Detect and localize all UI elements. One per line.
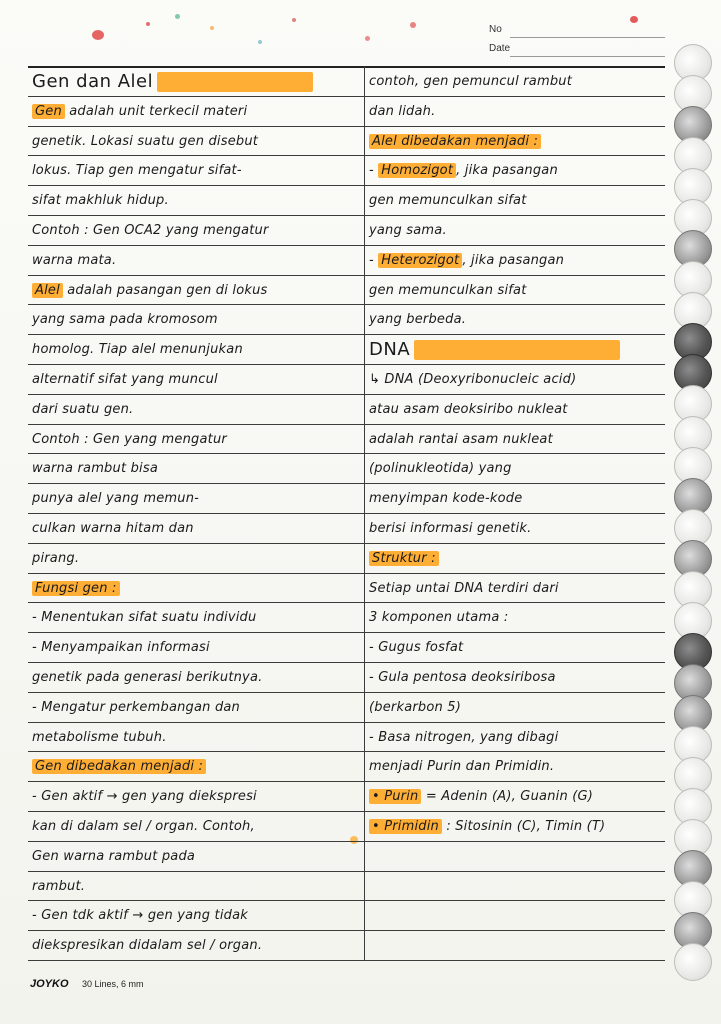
- ruled-line: [28, 573, 665, 574]
- note-text: culkan warna hitam dan: [32, 521, 194, 536]
- note-line: [32, 335, 243, 365]
- note-prefix: -: [369, 163, 379, 179]
- note-line: [369, 246, 564, 276]
- brand-logo: JOYKO: [30, 978, 69, 990]
- note-line: [32, 752, 206, 782]
- note-line: [32, 663, 262, 693]
- note-text: - Gugus fosfat: [369, 640, 464, 656]
- note-text: yang berbeda.: [369, 312, 467, 328]
- ink-speck: [258, 40, 262, 44]
- note-text: lokus. Tiap gen mengatur sifat-: [32, 163, 242, 179]
- note-text: = Adenin (A), Guanin (G): [421, 789, 594, 805]
- note-line: [32, 872, 85, 902]
- note-text: homolog. Tiap alel menunjukan: [32, 342, 243, 358]
- note-text: - Menentukan sifat suatu individu: [32, 610, 257, 626]
- note-line: [369, 97, 435, 127]
- note-line: [32, 276, 268, 306]
- note-line: [32, 216, 269, 246]
- note-line: [32, 425, 227, 455]
- highlighted-term: Alel dibedakan menjadi :: [369, 134, 541, 149]
- note-text: gen memunculkan sifat: [369, 193, 527, 209]
- note-line: [32, 127, 258, 157]
- note-text: Contoh : Gen yang mengatur: [32, 431, 227, 447]
- note-line: [32, 156, 242, 186]
- note-line: [32, 305, 218, 335]
- note-text: alternatif sifat yang muncul: [32, 372, 218, 387]
- note-line: [369, 544, 439, 574]
- note-line: [369, 663, 556, 693]
- note-text: - Mengatur perkembangan dan: [32, 699, 240, 715]
- ink-speck: [630, 16, 638, 23]
- note-line: [369, 454, 512, 484]
- note-line: [32, 693, 240, 723]
- highlighted-term: Fungsi gen :: [32, 581, 120, 596]
- ink-speck: [92, 30, 104, 40]
- note-text: - Basa nitrogen, yang dibagi: [369, 729, 559, 745]
- note-line: [369, 752, 554, 782]
- note-text: metabolisme tubuh.: [32, 729, 167, 745]
- note-text: dan lidah.: [369, 103, 436, 119]
- date-label: Date: [489, 43, 511, 54]
- highlighted-term: Struktur :: [369, 551, 439, 566]
- note-line: [369, 335, 620, 365]
- note-text: punya alel yang memun-: [32, 491, 200, 507]
- ink-speck: [292, 18, 296, 22]
- note-text: contoh, gen pemuncul rambut: [369, 74, 573, 89]
- note-text: , jika pasangan: [456, 163, 558, 179]
- date-line: [510, 56, 665, 57]
- note-line: [369, 782, 593, 812]
- note-line: [32, 97, 247, 127]
- note-line: [369, 276, 527, 306]
- note-line: [32, 484, 199, 514]
- highlighted-term: Gen dibedakan menjadi :: [32, 759, 206, 774]
- note-line: [32, 67, 313, 97]
- note-line: [369, 395, 568, 425]
- no-line: [510, 37, 665, 38]
- note-line: [32, 842, 195, 872]
- note-text: adalah pasangan gen di lokus: [62, 282, 268, 298]
- note-text: ↳ DNA (Deoxyribonucleic acid): [369, 372, 577, 387]
- note-line: [32, 812, 255, 842]
- note-text: kan di dalam sel / organ. Contoh,: [32, 819, 255, 834]
- note-line: [32, 782, 257, 812]
- note-text: yang sama.: [369, 223, 447, 238]
- note-text: genetik. Lokasi suatu gen disebut: [32, 133, 259, 149]
- note-line: [32, 574, 120, 604]
- ink-speck: [365, 36, 370, 41]
- note-text: - Gula pentosa deoksiribosa: [369, 670, 556, 685]
- note-line: [369, 633, 463, 663]
- note-text: (polinukleotida) yang: [369, 461, 512, 477]
- highlighted-term: • Primidin: [369, 819, 442, 834]
- note-line: [369, 216, 447, 246]
- note-line: [32, 931, 262, 961]
- highlighted-term: Alel: [32, 283, 63, 298]
- ink-speck: [410, 22, 416, 28]
- note-line: [32, 454, 158, 484]
- note-text: warna rambut bisa: [32, 461, 158, 477]
- note-line: [369, 156, 558, 186]
- note-text: sifat makhluk hidup.: [32, 193, 169, 209]
- ink-speck: [210, 26, 214, 30]
- title-highlight: [414, 340, 620, 360]
- note-text: berisi informasi genetik.: [369, 521, 532, 536]
- note-text: (berkarbon 5): [369, 699, 462, 715]
- note-line: [369, 574, 559, 604]
- note-text: genetik pada generasi berikutnya.: [32, 670, 263, 685]
- no-label: No: [489, 24, 502, 35]
- note-line: [32, 633, 210, 663]
- note-text: gen memunculkan sifat: [369, 282, 527, 298]
- ink-speck: [175, 14, 180, 19]
- note-line: [369, 723, 558, 753]
- note-text: Gen warna rambut pada: [32, 848, 196, 864]
- note-text: Setiap untai DNA terdiri dari: [369, 580, 559, 596]
- note-line: [32, 514, 194, 544]
- note-line: [369, 693, 461, 723]
- note-text: Contoh : Gen OCA2 yang mengatur: [32, 223, 269, 238]
- note-line: [32, 603, 256, 633]
- column-divider: [364, 66, 365, 960]
- highlighted-term: Homozigot: [378, 163, 456, 178]
- note-line: [369, 812, 605, 842]
- note-text: , jika pasangan: [462, 252, 565, 268]
- note-text: - Menyampaikan informasi: [32, 640, 210, 656]
- note-line: [369, 127, 541, 157]
- note-text: 3 komponen utama :: [369, 610, 509, 626]
- note-text: Gen dan Alel: [32, 71, 154, 92]
- note-text: adalah rantai asam nukleat: [369, 431, 553, 447]
- note-line: [32, 723, 167, 753]
- note-line: [32, 246, 116, 276]
- note-line: [369, 305, 466, 335]
- highlighted-term: Heterozigot: [378, 253, 462, 268]
- note-prefix: -: [369, 252, 379, 268]
- note-text: dari suatu gen.: [32, 401, 134, 417]
- note-line: [32, 544, 79, 574]
- highlighted-term: • Purin: [369, 789, 421, 804]
- note-text: diekspresikan didalam sel / organ.: [32, 938, 263, 954]
- note-text: DNA: [369, 339, 411, 361]
- note-line: [369, 484, 522, 514]
- note-text: menjadi Purin dan Primidin.: [369, 759, 555, 775]
- note-text: warna mata.: [32, 252, 117, 268]
- highlighted-term: Gen: [32, 104, 65, 119]
- note-text: - Gen aktif → gen yang diekspresi: [32, 789, 257, 805]
- note-line: [369, 514, 531, 544]
- ink-speck: [146, 22, 150, 26]
- binder-hole: [674, 943, 712, 981]
- note-line: [32, 365, 218, 395]
- note-text: rambut.: [32, 878, 86, 894]
- note-line: [369, 67, 572, 97]
- note-text: yang sama pada kromosom: [32, 312, 218, 328]
- note-line: [32, 901, 248, 931]
- note-line: [32, 395, 133, 425]
- note-line: [369, 365, 576, 395]
- note-text: adalah unit terkecil materi: [64, 103, 248, 119]
- note-text: pirang.: [32, 550, 80, 566]
- paper-spec: 30 Lines, 6 mm: [82, 979, 144, 989]
- note-line: [369, 425, 553, 455]
- title-highlight: [157, 72, 313, 92]
- note-line: [369, 603, 508, 633]
- note-text: - Gen tdk aktif → gen yang tidak: [32, 908, 248, 924]
- note-line: [32, 186, 169, 216]
- note-text: atau asam deoksiribo nukleat: [369, 401, 568, 417]
- note-text: menyimpan kode-kode: [369, 491, 523, 507]
- note-line: [369, 186, 527, 216]
- note-text: : Sitosinin (C), Timin (T): [441, 819, 606, 834]
